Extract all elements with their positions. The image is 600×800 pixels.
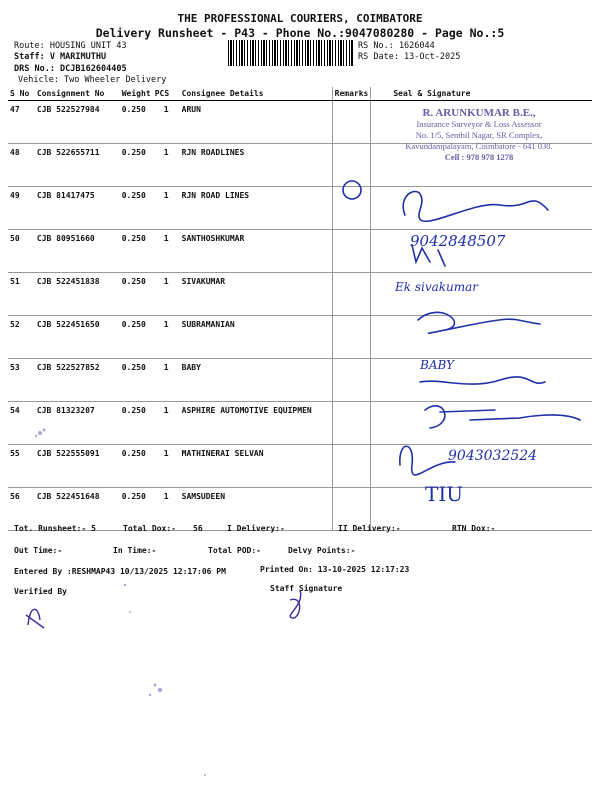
row-consignment-no: CJB 522655711	[35, 144, 120, 187]
row-consignee: SUBRAMANIAN	[180, 316, 332, 359]
col-header-weight: Weight	[120, 87, 153, 101]
printed-on: Printed On: 13-10-2025 12:17:23	[260, 565, 410, 574]
row-pcs: 1	[153, 101, 180, 144]
row-pcs: 1	[153, 144, 180, 187]
col-header-pcs: PCS	[153, 87, 180, 101]
row-sno: 53	[8, 359, 35, 402]
row-pcs: 1	[153, 273, 180, 316]
row-consignment-no: CJB 80951660	[35, 230, 120, 273]
row-weight: 0.250	[120, 316, 153, 359]
tot-runsheet: Tot. Runsheet:- 5	[14, 524, 96, 533]
row-weight: 0.250	[120, 445, 153, 488]
signature-row-55	[400, 446, 455, 475]
row-sno: 55	[8, 445, 35, 488]
row-weight: 0.250	[120, 101, 153, 144]
total-pod-label: Total POD:-	[208, 546, 261, 555]
row-consignment-no: CJB 81323207	[35, 402, 120, 445]
stamp-line1: Insurance Surveyor & Loss Assessor	[416, 119, 542, 129]
i-delivery-label: I Delivery:-	[227, 524, 285, 533]
row-consignment-no: CJB 522527984	[35, 101, 120, 144]
total-dox-label: Total Dox:-	[123, 524, 176, 533]
rtn-dox-label: RTN Dox:-	[452, 524, 496, 533]
row-pcs: 1	[153, 445, 180, 488]
row-consignee: ASPHIRE AUTOMOTIVE EQUIPMEN	[180, 402, 332, 445]
handwritten-baby: BABY	[420, 358, 455, 372]
ii-delivery-label: II Delivery:-	[338, 524, 401, 533]
row-sno: 48	[8, 144, 35, 187]
in-time-label: In Time:-	[113, 546, 157, 555]
ink-smudges	[35, 429, 206, 777]
verified-by-label: Verified By	[14, 587, 67, 596]
rs-number: RS No.: 1626044	[358, 41, 435, 51]
verified-by-signature	[26, 609, 44, 628]
staff-signature-label: Staff Signature	[270, 584, 343, 593]
row-consignee: BABY	[180, 359, 332, 402]
row-consignment-no: CJB 522527852	[35, 359, 120, 402]
row-weight: 0.250	[120, 488, 153, 531]
company-title: THE PROFESSIONAL COURIERS, COIMBATORE	[177, 12, 423, 25]
rs-date: RS Date: 13-Oct-2025	[358, 52, 461, 62]
drs-number: DRS No.: DCJB162604405	[14, 64, 127, 74]
row-weight: 0.250	[120, 359, 153, 402]
row-sno: 47	[8, 101, 35, 144]
row-weight: 0.250	[120, 402, 153, 445]
row-sno: 50	[8, 230, 35, 273]
signature-row-49	[403, 191, 548, 221]
col-header-consignee: Consignee Details	[180, 87, 332, 101]
row-sno: 54	[8, 402, 35, 445]
row-pcs: 1	[153, 359, 180, 402]
out-time-label: Out Time:-	[14, 546, 63, 555]
row-consignee: SAMSUDEEN	[180, 488, 332, 531]
row-pcs: 1	[153, 488, 180, 531]
row-weight: 0.250	[120, 273, 153, 316]
signature-row-54	[425, 406, 580, 428]
row-consignment-no: CJB 522451648	[35, 488, 120, 531]
row-consignment-no: CJB 522555091	[35, 445, 120, 488]
row-consignment-no: CJB 522451838	[35, 273, 120, 316]
route-label: Route: HOUSING UNIT 43	[14, 41, 127, 51]
stamp-line2: No. 1/5, Senthil Nagar, SR Complex,	[415, 130, 543, 140]
row-pcs: 1	[153, 402, 180, 445]
staff-signature-mark	[290, 590, 301, 618]
row-sno: 49	[8, 187, 35, 230]
row-consignee: SIVAKUMAR	[180, 273, 332, 316]
row-consignment-no: CJB 81417475	[35, 187, 120, 230]
row-consignee: SANTHOSHKUMAR	[180, 230, 332, 273]
row-weight: 0.250	[120, 230, 153, 273]
stamp-line4: Cell : 978 978 1278	[444, 152, 514, 162]
handwritten-phone-1: 9042848507	[410, 232, 506, 250]
col-header-consignment: Consignment No	[35, 87, 120, 101]
handwritten-phone-2: 9043032524	[448, 448, 538, 464]
row-consignee: MATHINERAI SELVAN	[180, 445, 332, 488]
total-dox-value: 56	[193, 524, 203, 533]
stamp-name: R. ARUNKUMAR B.E.,	[422, 107, 536, 119]
signature-row-52	[418, 312, 540, 333]
row-consignee: RJN ROAD LINES	[180, 187, 332, 230]
entered-by: Entered By :RESHMAP43 10/13/2025 12:17:06 PM	[14, 567, 226, 576]
col-header-remarks: Remarks	[332, 87, 371, 101]
row-sno: 51	[8, 273, 35, 316]
row-weight: 0.250	[120, 144, 153, 187]
row-consignee: ARUN	[180, 101, 332, 144]
row-pcs: 1	[153, 316, 180, 359]
row-pcs: 1	[153, 230, 180, 273]
row-sno: 52	[8, 316, 35, 359]
row-consignee: RJN ROADLINES	[180, 144, 332, 187]
handwritten-tiu: TIU	[425, 482, 464, 506]
signature-row-53-script	[420, 377, 545, 384]
col-header-sno: S No	[8, 87, 35, 101]
row-weight: 0.250	[120, 187, 153, 230]
runsheet-subtitle: Delivery Runsheet - P43 - Phone No.:9047080280 - Page No.:5	[95, 26, 505, 40]
row-pcs: 1	[153, 187, 180, 230]
vehicle-label: Vehicle: Two Wheeler Delivery	[18, 75, 167, 85]
handwritten-sivakumar: Ek sivakumar	[395, 280, 479, 294]
remarks-circle-mark	[343, 181, 361, 199]
col-header-signature: Seal & Signature	[371, 87, 592, 101]
staff-label: Staff: V MARIMUTHU	[14, 52, 107, 62]
delvy-points-label: Delvy Points:-	[288, 546, 356, 555]
stamp-line3: Kavundampalayam, Coimbatore - 641 030.	[405, 141, 553, 151]
row-sno: 56	[8, 488, 35, 531]
row-consignment-no: CJB 522451650	[35, 316, 120, 359]
